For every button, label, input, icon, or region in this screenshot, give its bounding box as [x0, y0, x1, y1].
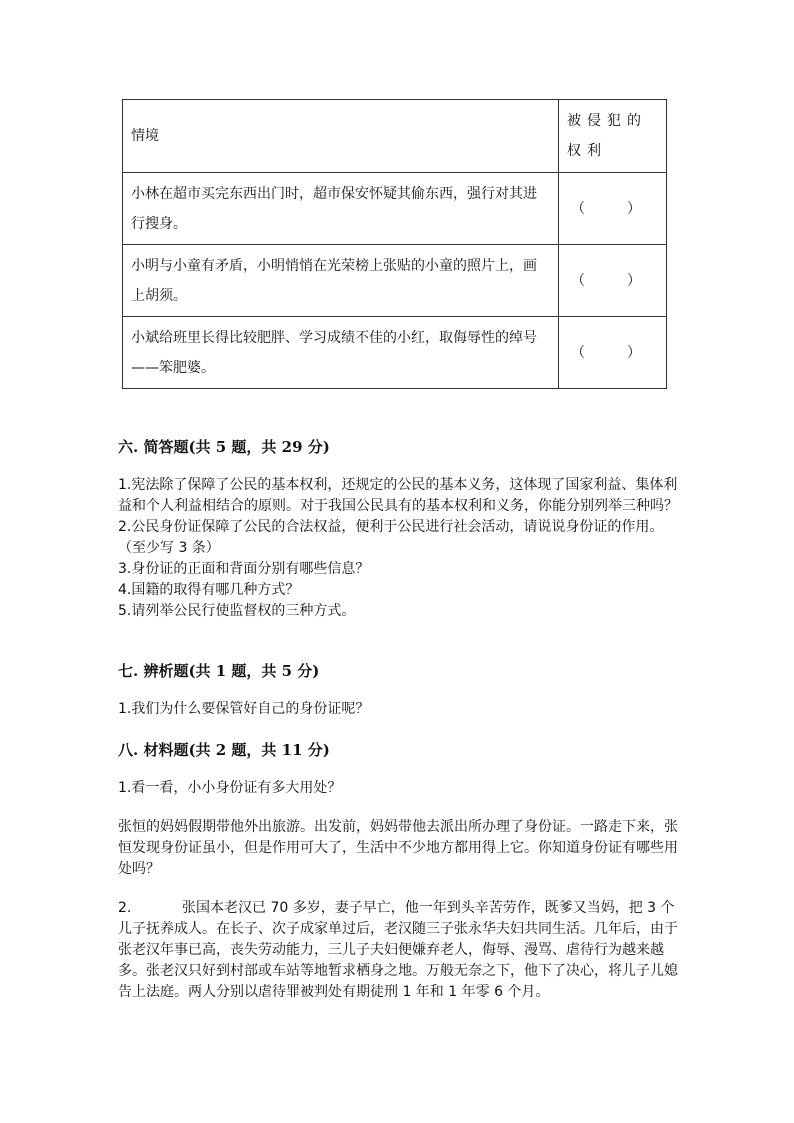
table-row	[123, 173, 667, 245]
question-text: 1.宪法除了保障了公民的基本权利，还规定的公民的基本义务，这体现了国家利益、集体利益和个人利益相结合的原则。对于我国公民具有的基本权利和义务，你能分别列举三种吗？	[118, 477, 678, 514]
section-7-questions	[118, 699, 680, 720]
material-text: 张国本老汉已 70 多岁，妻子早亡，他一年到头辛苦劳作，既爹又当妈，把 3 个儿子抚养成人。在长子、次子成家单过后，老汉随三子张永华夫妇共同生活。几年后，由于张老汉年事已高，丧失劳动能力，三儿子夫妇便嫌弃老人，侮辱、漫骂、虐待行为越来越多。张老汉只好到村部或车站等地暂求栖身之地。万般无奈之下，他下了决心，将儿子儿媳告上法庭。两人分别以虐待罪被判处有期徒刑 1 年和 1 年零 6 个月。	[118, 900, 678, 1000]
answer-blank: （ ）	[559, 245, 667, 317]
question-number: 2.	[118, 900, 132, 916]
question-text: 2.公民身份证保障了公民的合法权益，便利于公民进行社会活动，请说说身份证的作用。（至少写 3 条）	[118, 519, 664, 556]
section-8-q2-material	[118, 898, 680, 1003]
section-8-title: 八. 材料题(共 2 题，共 11 分)	[118, 741, 330, 759]
table-header-row	[123, 100, 667, 173]
question-text: 5.请列举公民行使监督权的三种方式。	[118, 603, 356, 619]
table-row	[123, 245, 667, 317]
situation-cell: 小明与小童有矛盾，小明悄悄在光荣榜上张贴的小童的照片上，画上胡须。	[123, 245, 559, 317]
question-text: 1.看一看，小小身份证有多大用处？	[118, 780, 342, 796]
question-text: 1.我们为什么要保管好自己的身份证呢？	[118, 701, 370, 717]
situation-cell: 小林在超市买完东西出门时，超市保安怀疑其偷东西，强行对其进行搜身。	[123, 173, 559, 245]
header-right: 被侵犯的权利	[559, 100, 667, 173]
answer-blank: （ ）	[559, 173, 667, 245]
table-row	[123, 317, 667, 389]
section-7-title: 七. 辨析题(共 1 题，共 5 分)	[118, 662, 320, 680]
header-situation: 情境	[123, 100, 559, 173]
material-text: 张恒的妈妈假期带他外出旅游。出发前，妈妈带他去派出所办理了身份证。一路走下来，张恒发现身份证虽小，但是作用可大了，生活中不少地方都用得上它。你知道身份证有哪些用处吗？	[118, 819, 678, 877]
section-8-q1	[118, 778, 680, 799]
section-8-q1-material	[118, 817, 680, 880]
answer-blank: （ ）	[559, 317, 667, 389]
section-6-questions	[118, 475, 680, 622]
question-text: 3.身份证的正面和背面分别有哪些信息？	[118, 561, 370, 577]
situation-cell: 小斌给班里长得比较肥胖、学习成绩不佳的小红，取侮辱性的绰号——笨肥婆。	[123, 317, 559, 389]
section-6-title: 六. 简答题(共 5 题，共 29 分)	[118, 438, 330, 456]
question-text: 4.国籍的取得有哪几种方式？	[118, 582, 300, 598]
rights-table	[122, 99, 667, 389]
